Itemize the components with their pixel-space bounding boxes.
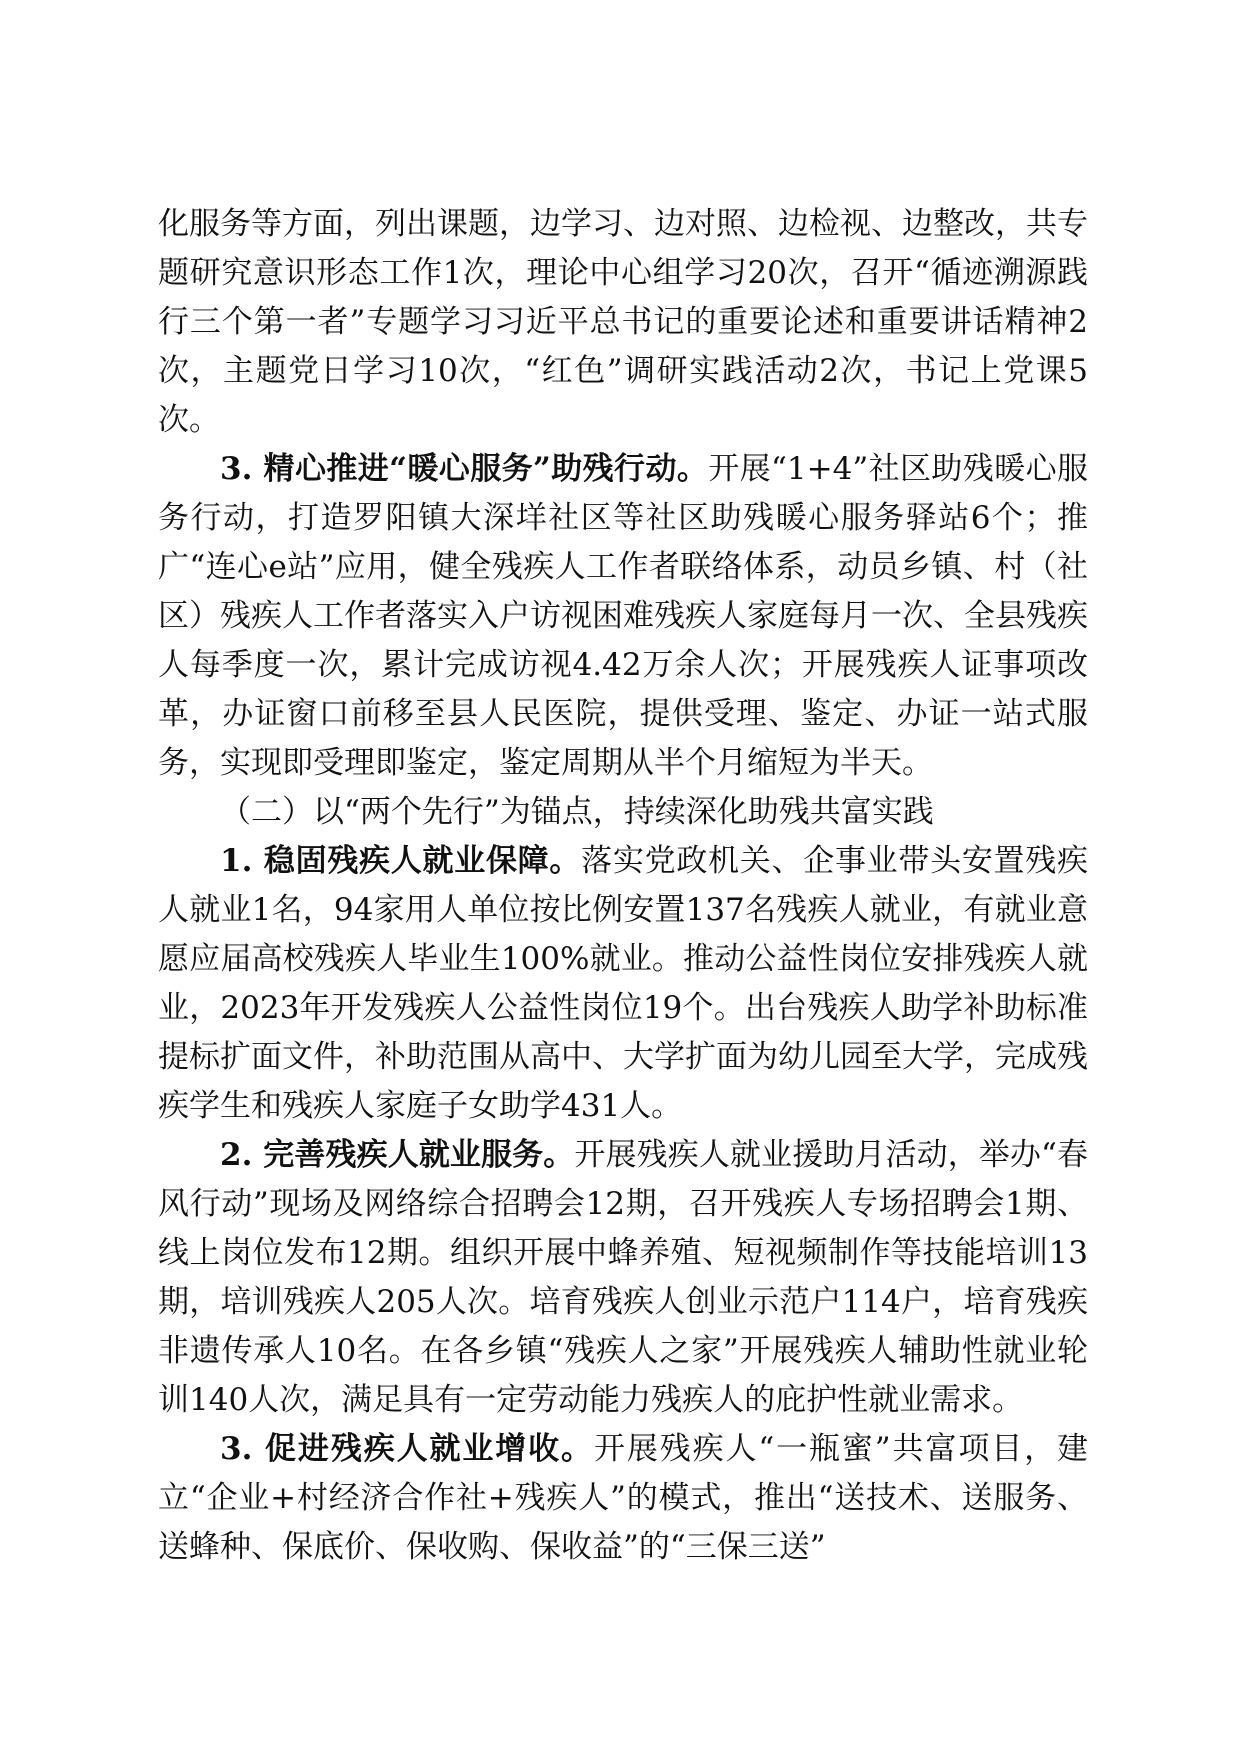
paragraph-lead: 2. 完善残疾人就业服务。 bbox=[220, 1137, 575, 1173]
paragraph-income-increase bbox=[158, 1425, 1088, 1572]
paragraph-party-study bbox=[158, 200, 1088, 445]
paragraph-employment-service bbox=[158, 1131, 1088, 1425]
paragraph-text: 开展“1+4”社区助残暖心服务行动，打造罗阳镇大深垟社区等社区助残暖心服务驿站6个；推广“连心e站”应用，健全残疾人工作者联络体系，动员乡镇、村（社区）残疾人工作者落实入户访视困难残疾人家庭每月一次、全县残疾人每季度一次，累计完成访视4.42万余人次；开展残疾人证事项改革，办证窗口前移至县人民医院，提供受理、鉴定、办证一站式服务，实现即受理即鉴定，鉴定周期从半个月缩短为半天。 bbox=[158, 451, 1088, 781]
paragraph-text: 落实党政机关、企事业带头安置残疾人就业1名，94家用人单位按比例安置137名残疾人就业，有就业意愿应届高校残疾人毕业生100%就业。推动公益性岗位安排残疾人就业，2023年开发残疾人公益性岗位19个。出台残疾人助学补助标准提标扩面文件，补助范围从高中、大学扩面为幼儿园至大学，完成残疾学生和残疾人家庭子女助学431人。 bbox=[158, 843, 1089, 1124]
paragraph-employment-guarantee bbox=[158, 837, 1088, 1131]
paragraph-text: 开展残疾人就业援助月活动，举办“春风行动”现场及网络综合招聘会12期，召开残疾人专场招聘会1期、线上岗位发布12期。组织开展中蜂养殖、短视频制作等技能培训13期，培训残疾人205人次。培育残疾人创业示范户114户，培育残疾非遗传承人10名。在各乡镇“残疾人之家”开展残疾人辅助性就业轮训140人次，满足具有一定劳动能力残疾人的庇护性就业需求。 bbox=[158, 1137, 1088, 1418]
paragraph-text: 开展残疾人“一瓶蜜”共富项目，建立“企业+村经济合作社+残疾人”的模式，推出“送技术、送服务、送蜂种、保底价、保收购、保收益”的“三保三送” bbox=[158, 1431, 1088, 1565]
section-heading-text: （二）以“两个先行”为锚点，持续深化助残共富实践 bbox=[220, 794, 934, 830]
document-body bbox=[158, 200, 1088, 1572]
paragraph-lead: 3. 促进残疾人就业增收。 bbox=[220, 1431, 594, 1467]
paragraph-lead: 1. 稳固残疾人就业保障。 bbox=[220, 843, 582, 879]
section-heading bbox=[158, 788, 1088, 837]
paragraph-warm-service bbox=[158, 445, 1088, 788]
paragraph-lead: 3. 精心推进“暖心服务”助残行动。 bbox=[220, 451, 709, 487]
paragraph-text: 化服务等方面，列出课题，边学习、边对照、边检视、边整改，共专题研究意识形态工作1次，理论中心组学习20次，召开“循迹溯源践行三个第一者”专题学习习近平总书记的重要论述和重要讲话精神2次，主题党日学习10次，“红色”调研实践活动2次，书记上党课5次。 bbox=[158, 206, 1088, 438]
